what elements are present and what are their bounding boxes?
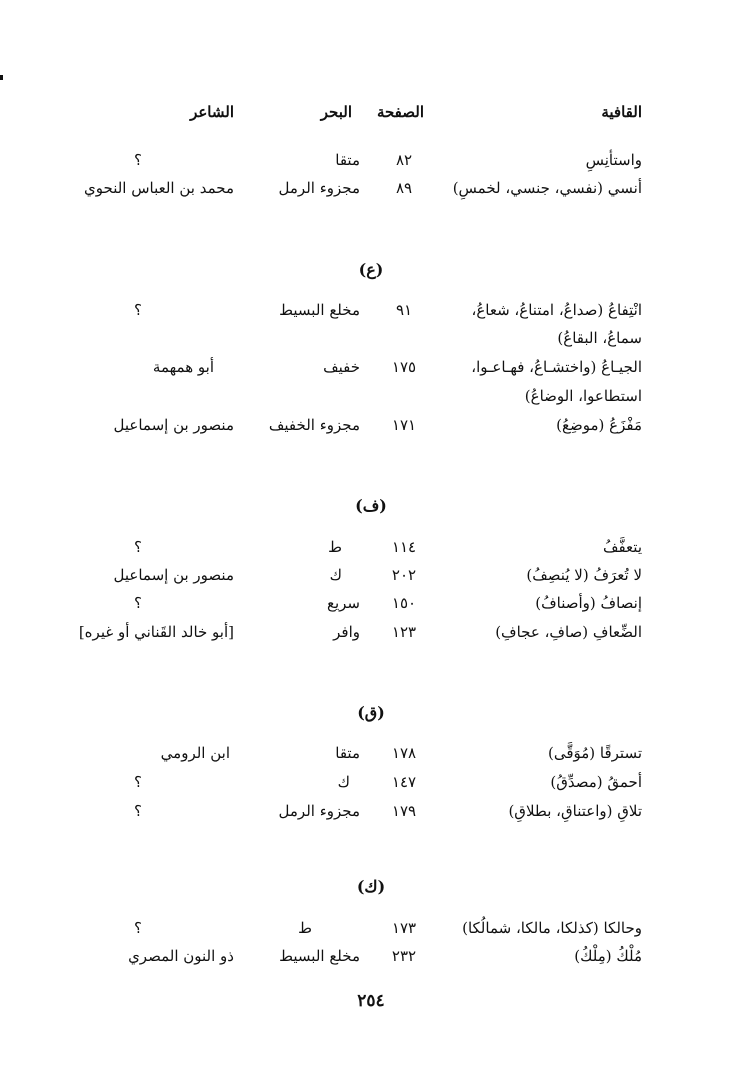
page-cell: ١٧٨ xyxy=(391,744,417,762)
page-cell: ٨٩ xyxy=(395,179,413,197)
page-cell: ١٥٠ xyxy=(391,594,417,612)
section-title-ayn: (ع) xyxy=(358,260,384,279)
section-title-fa: (ف) xyxy=(355,496,387,515)
column-header-row xyxy=(0,100,742,126)
rhyme-cell: أنسي (نفسي، جنسي، لخمسِ) xyxy=(452,179,642,197)
poet-cell: ؟ xyxy=(134,151,142,169)
rhyme-cell: واستأنِسِ xyxy=(585,151,642,169)
poet-cell: ؟ xyxy=(134,538,142,556)
page-cell: ٩١ xyxy=(395,301,413,319)
header-poet: الشاعر xyxy=(190,103,234,121)
table-row xyxy=(0,799,742,825)
section-title-qaf: (ق) xyxy=(357,703,385,722)
table-row xyxy=(0,591,742,617)
meter-cell: متقا xyxy=(335,151,360,169)
table-row xyxy=(0,535,742,561)
table-row xyxy=(0,148,742,174)
meter-cell: خفيف xyxy=(323,358,360,376)
table-row xyxy=(0,741,742,767)
margin-mark xyxy=(0,75,3,80)
rhyme-cell: انْتِفاعُ (صداعُ، امتناعُ، شعاعُ، xyxy=(471,301,642,319)
rhyme-cell: الضِّعافِ (صافِ، عجافِ) xyxy=(495,623,642,641)
table-row xyxy=(0,413,742,439)
meter-cell: مخلع البسيط xyxy=(279,301,360,319)
meter-cell: مجزوء الرمل xyxy=(278,802,360,820)
rhyme-continuation: استطاعوا، الوضاعُ) xyxy=(524,387,642,405)
poet-cell: ذو النون المصري xyxy=(128,947,234,965)
meter-cell: متقا xyxy=(335,744,360,762)
meter-cell: مجزوء الخفيف xyxy=(268,416,360,434)
rhyme-cell: مَفْزَعُ (موضِعُ) xyxy=(556,416,642,434)
page-cell: ١٧٣ xyxy=(391,919,417,937)
page-cell: ١٧٩ xyxy=(391,802,417,820)
page-number: ٢٥٤ xyxy=(357,991,385,1011)
rhyme-cell: وحالكا (كذلكا، مالكا، شمالُكا) xyxy=(462,919,642,937)
meter-cell: مجزوء الرمل xyxy=(278,179,360,197)
page-cell: ٢٣٢ xyxy=(391,947,417,965)
poet-cell: منصور بن إسماعيل xyxy=(113,416,234,434)
meter-cell: ط xyxy=(328,538,342,556)
poet-cell: أبو همهمة xyxy=(152,358,214,376)
poet-cell: ؟ xyxy=(134,301,142,319)
poet-cell: ؟ xyxy=(134,594,142,612)
page-cell: ٨٢ xyxy=(395,151,413,169)
table-row xyxy=(0,176,742,202)
poet-cell: ؟ xyxy=(134,773,142,791)
poet-cell: [أبو خالد القَناني أو غيره] xyxy=(78,623,234,641)
page-cell: ١٤٧ xyxy=(391,773,417,791)
header-meter: البحر xyxy=(320,103,352,121)
table-row xyxy=(0,563,742,589)
rhyme-cell: الجيـاعُ (واختشـاعُ، فهـاعـوا، xyxy=(471,358,642,376)
page-cell: ١١٤ xyxy=(391,538,417,556)
poet-cell: ؟ xyxy=(134,802,142,820)
meter-cell: ك xyxy=(329,566,342,584)
rhyme-cell: يتعفَّفُ xyxy=(602,538,642,556)
rhyme-cell: أحمقُ (مصدِّقُ) xyxy=(550,773,642,791)
meter-cell: ك xyxy=(337,773,350,791)
section-title-kaf: (ك) xyxy=(356,877,386,896)
meter-cell: سريع xyxy=(326,594,360,612)
poet-cell: ابن الرومي xyxy=(160,744,230,762)
table-row xyxy=(0,770,742,796)
rhyme-cell: مُلْكُ (مِلْكُ) xyxy=(574,947,642,965)
page-cell: ١٧١ xyxy=(391,416,417,434)
page-cell: ١٢٣ xyxy=(391,623,417,641)
table-row xyxy=(0,298,742,324)
page-cell: ١٧٥ xyxy=(391,358,417,376)
poet-cell: منصور بن إسماعيل xyxy=(113,566,234,584)
poet-cell: محمد بن العباس النحوي xyxy=(84,179,234,197)
poet-cell: ؟ xyxy=(134,919,142,937)
rhyme-continuation: سماعُ، البقاعُ) xyxy=(557,329,642,347)
header-rhyme: القافية xyxy=(601,103,642,121)
table-row xyxy=(0,916,742,942)
table-row xyxy=(0,620,742,646)
table-row xyxy=(0,944,742,970)
rhyme-cell: تلاقِ (واعتناقِ، بطلاقِ) xyxy=(508,802,642,820)
meter-cell: مخلع البسيط xyxy=(279,947,360,965)
rhyme-cell: تسترقًا (مُوَقَّى) xyxy=(547,744,642,762)
meter-cell: وافر xyxy=(333,623,360,641)
table-row xyxy=(0,355,742,381)
rhyme-cell: إنصافُ (وأصنافُ) xyxy=(535,594,642,612)
meter-cell: ط xyxy=(298,919,312,937)
rhyme-cell: لا تُعرَفُ (لا يُنصِفُ) xyxy=(526,566,642,584)
page-cell: ٢٠٢ xyxy=(391,566,417,584)
header-page: الصفحة xyxy=(376,103,424,121)
